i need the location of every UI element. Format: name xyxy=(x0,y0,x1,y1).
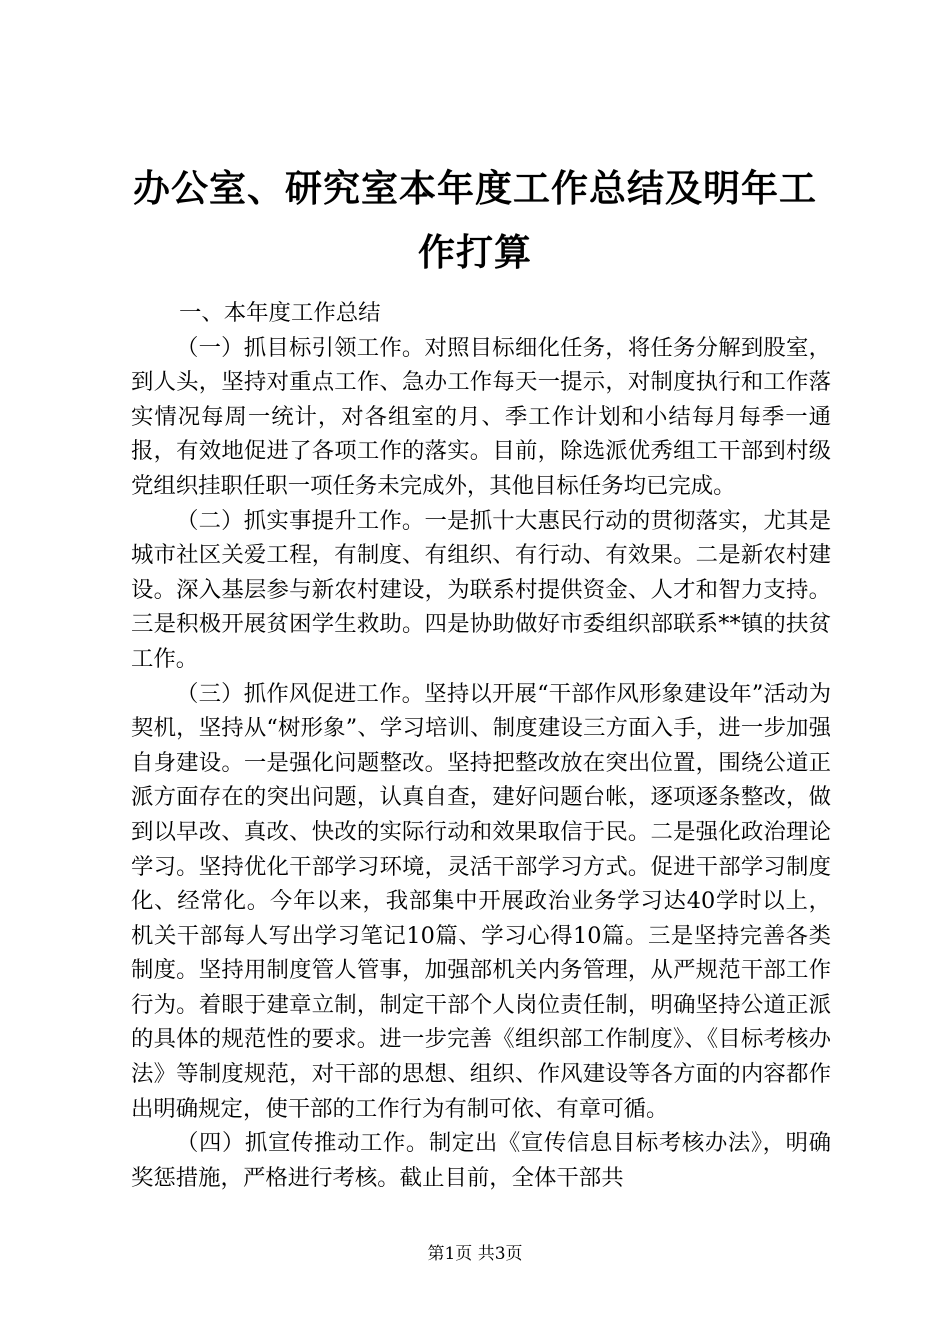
document-title: 办公室、研究室本年度工作总结及明年工作打算 xyxy=(133,166,817,274)
paragraph-3: （三）抓作风促进工作。坚持以开展“干部作风形象建设年”活动为契机，坚持从“树形象”、学习培训、制度建设三方面入手，进一步加强自身建设。一是强化问题整改。坚持把整改放在突出位置，围绕公道正派方面存在的突出问题，认真自查，建好问题台帐，逐项逐条整改，做到以早改、真改、快改的实际行动和效果取信于民。二是强化政治理论学习。坚持优化干部学习环境，灵活干部学习方式。促进干部学习制度化、经常化。今年以来，我部集中开展政治业务学习达40学时以上，机关干部每人写出学习笔记10篇、学习心得10篇。三是坚持完善各类制度。坚持用制度管人管事，加强部机关内务管理，从严规范干部工作行为。着眼于建章立制，制定干部个人岗位责任制，明确坚持公道正派的具体的规范性的要求。进一步完善《组织部工作制度》、《目标考核办法》等制度规范，对干部的思想、组织、作风建设等各方面的内容都作出明确规定，使干部的工作行为有制可依、有章可循。 xyxy=(131,680,831,1122)
paragraph-2: （二）抓实事提升工作。一是抓十大惠民行动的贯彻落实，尤其是城市社区关爱工程，有制度、有组织、有行动、有效果。二是新农村建设。深入基层参与新农村建设，为联系村提供资金、人才和智力支持。三是积极开展贫困学生救助。四是协助做好市委组织部联系**镇的扶贫工作。 xyxy=(131,507,831,672)
paragraph-1: （一）抓目标引领工作。对照目标细化任务，将任务分解到股室，到人头，坚持对重点工作、急办工作每天一提示，对制度执行和工作落实情况每周一统计，对各组室的月、季工作计划和小结每月每季一通报，有效地促进了各项工作的落实。目前，除选派优秀组工干部到村级党组织挂职任职一项任务未完成外，其他目标任务均已完成。 xyxy=(131,334,831,499)
section-heading: 一、本年度工作总结 xyxy=(179,300,381,326)
document-body xyxy=(131,296,831,1195)
paragraph-4: （四）抓宣传推动工作。制定出《宣传信息目标考核办法》，明确奖惩措施，严格进行考核。截止目前，全体干部共 xyxy=(131,1130,831,1191)
page-footer: 第1页 共3页 xyxy=(427,1244,523,1264)
